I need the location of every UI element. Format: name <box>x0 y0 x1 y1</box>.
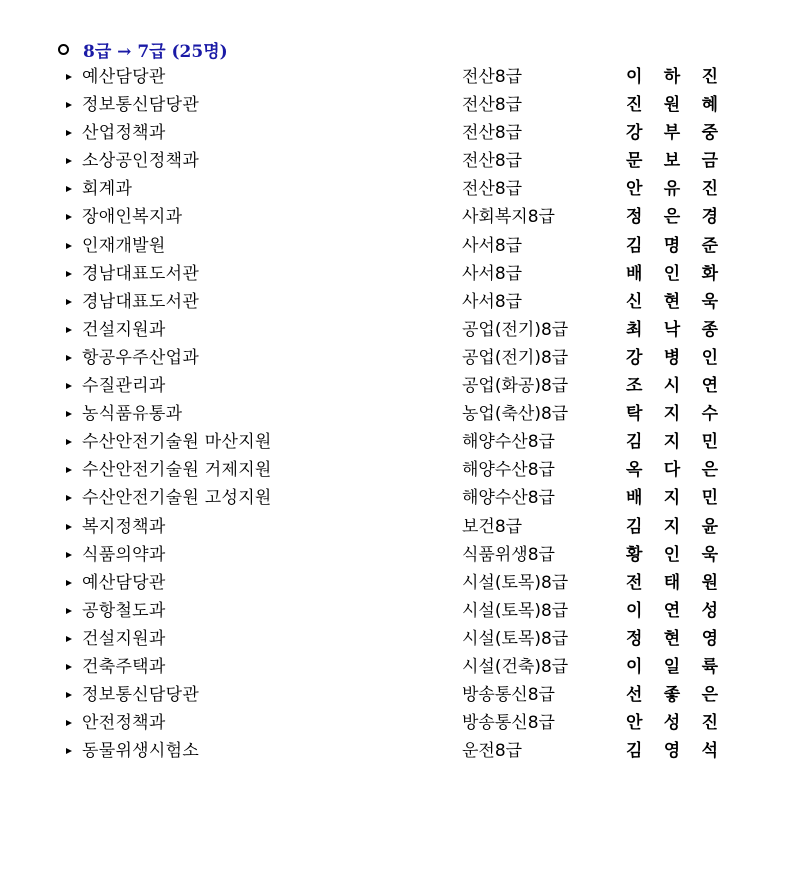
name-character: 연 <box>663 600 681 621</box>
department-name: 경남대표도서관 <box>82 291 200 312</box>
person-name <box>626 513 718 541</box>
department-name: 인재개발원 <box>82 235 166 256</box>
name-character: 지 <box>663 488 681 509</box>
name-character: 현 <box>663 291 681 312</box>
name-character: 김 <box>626 235 643 256</box>
name-character: 혜 <box>701 95 718 116</box>
name-character: 전 <box>626 572 643 593</box>
name-character: 김 <box>626 516 643 537</box>
list-item <box>0 260 800 288</box>
name-character: 진 <box>701 179 718 200</box>
name-character: 인 <box>663 544 681 565</box>
name-character: 륙 <box>701 656 718 677</box>
triangle-bullet-icon <box>66 580 72 586</box>
job-grade: 시설(토목)8급 <box>462 628 569 649</box>
job-grade: 운전8급 <box>462 741 523 762</box>
person-name <box>626 456 718 484</box>
name-character: 원 <box>701 572 718 593</box>
name-character: 종 <box>701 319 718 340</box>
person-name <box>626 175 718 203</box>
person-name <box>626 203 718 231</box>
name-character: 금 <box>701 151 718 172</box>
department-name: 산업정책과 <box>82 123 166 144</box>
person-name <box>626 316 718 344</box>
person-name <box>626 119 718 147</box>
name-character: 강 <box>626 123 643 144</box>
person-name <box>626 709 718 737</box>
department-name: 수질관리과 <box>82 376 166 397</box>
name-character: 신 <box>626 291 643 312</box>
job-grade: 공업(전기)8급 <box>462 319 569 340</box>
job-grade: 식품위생8급 <box>462 544 555 565</box>
name-character: 진 <box>701 67 718 87</box>
person-name <box>626 372 718 400</box>
name-character: 정 <box>626 207 643 228</box>
name-character: 욱 <box>701 544 718 565</box>
name-character: 윤 <box>701 516 718 537</box>
name-character: 시 <box>663 376 681 397</box>
job-grade: 사서8급 <box>462 263 523 284</box>
triangle-bullet-icon <box>66 355 72 361</box>
name-character: 민 <box>701 432 718 453</box>
department-name: 수산안전기술원 마산지원 <box>82 432 272 453</box>
list-item <box>0 737 800 765</box>
name-character: 병 <box>663 347 681 368</box>
name-character: 안 <box>626 713 643 734</box>
department-name: 정보통신담당관 <box>82 95 200 116</box>
section-header <box>58 36 228 62</box>
job-grade: 공업(전기)8급 <box>462 347 569 368</box>
job-grade: 전산8급 <box>462 123 523 144</box>
list-item <box>0 653 800 681</box>
triangle-bullet-icon <box>66 130 72 136</box>
triangle-bullet-icon <box>66 748 72 754</box>
list-item <box>0 119 800 147</box>
name-character: 낙 <box>663 319 681 340</box>
department-name: 안전정책과 <box>82 713 166 734</box>
department-name: 항공우주산업과 <box>82 347 200 368</box>
name-character: 민 <box>701 488 718 509</box>
job-grade: 전산8급 <box>462 67 523 87</box>
name-character: 태 <box>663 572 681 593</box>
list-item <box>0 484 800 512</box>
list-item <box>0 203 800 231</box>
triangle-bullet-icon <box>66 271 72 277</box>
person-name <box>626 625 718 653</box>
list-item <box>0 709 800 737</box>
person-name <box>626 344 718 372</box>
triangle-bullet-icon <box>66 439 72 445</box>
job-grade: 해양수산8급 <box>462 460 555 481</box>
name-character: 김 <box>626 741 643 762</box>
department-name: 회계과 <box>82 179 133 200</box>
person-name <box>626 484 718 512</box>
department-name: 소상공인정책과 <box>82 151 200 172</box>
name-character: 인 <box>701 347 718 368</box>
triangle-bullet-icon <box>66 495 72 501</box>
list-item <box>0 428 800 456</box>
department-name: 식품의약과 <box>82 544 166 565</box>
triangle-bullet-icon <box>66 243 72 249</box>
department-name: 농식품유통과 <box>82 404 183 425</box>
list-item <box>0 175 800 203</box>
name-character: 현 <box>663 628 681 649</box>
list-item <box>0 569 800 597</box>
person-name <box>626 232 718 260</box>
triangle-bullet-icon <box>66 74 72 80</box>
list-item <box>0 400 800 428</box>
department-name: 건설지원과 <box>82 628 166 649</box>
job-grade: 시설(토목)8급 <box>462 600 569 621</box>
person-name <box>626 63 718 91</box>
list-item <box>0 316 800 344</box>
name-character: 최 <box>626 319 643 340</box>
name-character: 준 <box>701 235 718 256</box>
person-name <box>626 653 718 681</box>
triangle-bullet-icon <box>66 467 72 473</box>
name-character: 영 <box>663 741 681 762</box>
job-grade: 방송통신8급 <box>462 685 555 706</box>
list-item <box>0 541 800 569</box>
person-name <box>626 569 718 597</box>
name-character: 화 <box>701 263 718 284</box>
department-name: 건설지원과 <box>82 319 166 340</box>
triangle-bullet-icon <box>66 102 72 108</box>
department-name: 예산담당관 <box>82 67 166 87</box>
name-character: 강 <box>626 347 643 368</box>
name-character: 은 <box>663 207 681 228</box>
job-grade: 전산8급 <box>462 179 523 200</box>
name-character: 안 <box>626 179 643 200</box>
list-item <box>0 513 800 541</box>
triangle-bullet-icon <box>66 383 72 389</box>
name-character: 부 <box>663 123 681 144</box>
name-character: 정 <box>626 628 643 649</box>
list-item <box>0 625 800 653</box>
person-name <box>626 737 718 765</box>
name-character: 김 <box>626 432 643 453</box>
department-name: 경남대표도서관 <box>82 263 200 284</box>
person-name <box>626 428 718 456</box>
triangle-bullet-icon <box>66 664 72 670</box>
job-grade: 해양수산8급 <box>462 488 555 509</box>
person-name <box>626 147 718 175</box>
triangle-bullet-icon <box>66 186 72 192</box>
department-name: 복지정책과 <box>82 516 166 537</box>
name-character: 욱 <box>701 291 718 312</box>
list-item <box>0 147 800 175</box>
person-name <box>626 260 718 288</box>
job-grade: 해양수산8급 <box>462 432 555 453</box>
name-character: 선 <box>626 685 643 706</box>
name-character: 문 <box>626 151 643 172</box>
name-character: 좋 <box>663 685 681 706</box>
name-character: 성 <box>663 713 681 734</box>
job-grade: 농업(축산)8급 <box>462 404 569 425</box>
triangle-bullet-icon <box>66 608 72 614</box>
name-character: 다 <box>663 460 681 481</box>
name-character: 석 <box>701 741 718 762</box>
name-character: 경 <box>701 207 718 228</box>
name-character: 유 <box>663 179 681 200</box>
triangle-bullet-icon <box>66 552 72 558</box>
list-item <box>0 288 800 316</box>
job-grade: 공업(화공)8급 <box>462 376 569 397</box>
list-item <box>0 372 800 400</box>
list-item <box>0 63 800 91</box>
name-character: 성 <box>701 600 718 621</box>
name-character: 이 <box>626 67 643 87</box>
triangle-bullet-icon <box>66 720 72 726</box>
triangle-bullet-icon <box>66 299 72 305</box>
name-character: 지 <box>663 404 681 425</box>
person-name <box>626 288 718 316</box>
name-character: 진 <box>701 713 718 734</box>
name-character: 배 <box>626 263 643 284</box>
triangle-bullet-icon <box>66 636 72 642</box>
person-name <box>626 400 718 428</box>
department-name: 동물위생시험소 <box>82 741 200 762</box>
name-character: 황 <box>626 544 643 565</box>
person-name <box>626 91 718 119</box>
list-item <box>0 344 800 372</box>
name-character: 중 <box>701 123 718 144</box>
name-character: 보 <box>663 151 681 172</box>
name-character: 영 <box>701 628 718 649</box>
list-item <box>0 91 800 119</box>
department-name: 예산담당관 <box>82 572 166 593</box>
list-item <box>0 681 800 709</box>
name-character: 이 <box>626 600 643 621</box>
triangle-bullet-icon <box>66 692 72 698</box>
name-character: 조 <box>626 376 643 397</box>
name-character: 은 <box>701 460 718 481</box>
job-grade: 전산8급 <box>462 151 523 172</box>
job-grade: 시설(토목)8급 <box>462 572 569 593</box>
triangle-bullet-icon <box>66 524 72 530</box>
name-character: 원 <box>663 95 681 116</box>
name-character: 하 <box>663 67 681 87</box>
list-item <box>0 232 800 260</box>
triangle-bullet-icon <box>66 327 72 333</box>
triangle-bullet-icon <box>66 214 72 220</box>
triangle-bullet-icon <box>66 411 72 417</box>
job-grade: 사서8급 <box>462 235 523 256</box>
name-character: 이 <box>626 656 643 677</box>
name-character: 지 <box>663 516 681 537</box>
department-name: 정보통신담당관 <box>82 685 200 706</box>
name-character: 수 <box>701 404 718 425</box>
name-character: 일 <box>663 656 681 677</box>
name-character: 연 <box>701 376 718 397</box>
job-grade: 전산8급 <box>462 95 523 116</box>
name-character: 명 <box>663 235 681 256</box>
name-character: 옥 <box>626 460 643 481</box>
name-character: 은 <box>701 685 718 706</box>
person-name <box>626 681 718 709</box>
department-name: 수산안전기술원 거제지원 <box>82 460 272 481</box>
person-name <box>626 541 718 569</box>
circle-bullet-icon <box>58 44 69 55</box>
list-item <box>0 456 800 484</box>
name-character: 배 <box>626 488 643 509</box>
person-name <box>626 597 718 625</box>
name-character: 지 <box>663 432 681 453</box>
job-grade: 보건8급 <box>462 516 523 537</box>
section-title: 8급 → 7급 (25명) <box>83 41 228 62</box>
job-grade: 사서8급 <box>462 291 523 312</box>
job-grade: 방송통신8급 <box>462 713 555 734</box>
department-name: 공항철도과 <box>82 600 166 621</box>
promotion-list <box>0 63 800 765</box>
triangle-bullet-icon <box>66 158 72 164</box>
department-name: 건축주택과 <box>82 656 166 677</box>
name-character: 인 <box>663 263 681 284</box>
department-name: 수산안전기술원 고성지원 <box>82 488 272 509</box>
job-grade: 사회복지8급 <box>462 207 555 228</box>
name-character: 진 <box>626 95 643 116</box>
list-item <box>0 597 800 625</box>
job-grade: 시설(건축)8급 <box>462 656 569 677</box>
name-character: 탁 <box>626 404 643 425</box>
department-name: 장애인복지과 <box>82 207 183 228</box>
